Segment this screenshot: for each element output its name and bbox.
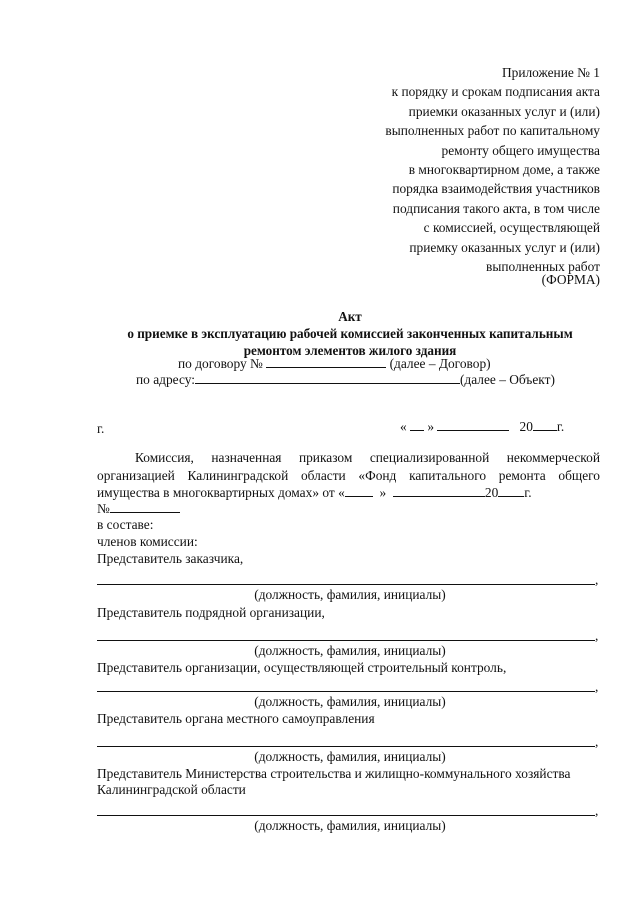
representative-customer-label: Представитель заказчика, [97, 551, 244, 566]
commission-paragraph [97, 449, 600, 502]
address-suffix: (далее – Объект) [459, 372, 555, 387]
representative-ministry-label-2: Калининградской области [97, 782, 246, 797]
annex-line: приемку оказанных услуг и (или) [409, 239, 600, 255]
order-year-prefix: 20 [484, 485, 499, 500]
signature-line[interactable] [97, 639, 595, 641]
title-line-3: ремонтом элементов жилого здания [243, 343, 457, 358]
annex-header [385, 63, 600, 276]
signature-caption: (должность, фамилия, инициалы) [254, 749, 446, 764]
quote-close: » [427, 419, 435, 434]
members-label: членов комиссии: [97, 534, 198, 549]
address-line [136, 372, 555, 388]
comma: , [595, 572, 599, 587]
signature-caption: (должность, фамилия, инициалы) [254, 643, 446, 658]
order-quote-close: » [379, 485, 387, 500]
address-field[interactable] [195, 372, 460, 384]
annex-line: ремонту общего имущества [441, 142, 600, 158]
annex-line: в многоквартирном доме, а также [408, 162, 600, 178]
signature-line[interactable] [97, 745, 595, 747]
annex-line: Приложение № 1 [501, 65, 600, 80]
contract-suffix: (далее – Договор) [389, 356, 491, 371]
comma: , [595, 679, 599, 694]
year-prefix: 20 [519, 419, 533, 434]
title-line-2: о приемке в эксплуатацию рабочей комиссией законченных капитальным [127, 326, 573, 341]
order-day-field[interactable] [345, 485, 373, 497]
month-field[interactable] [437, 419, 509, 431]
composition-label: в составе: [97, 517, 154, 532]
annex-line: подписания такого акта, в том числе [392, 200, 600, 216]
comma: , [595, 628, 599, 643]
signature-line[interactable] [97, 583, 595, 585]
commission-text: Комиссия, назначенная приказом специализированной некоммерческой организацией Калининградской области «Фонд капитального ремонта общего имущества в многоквартирных домах» от « [97, 450, 600, 500]
annex-line: выполненных работ [486, 259, 600, 275]
representative-ministry-label: Представитель Министерства строительства и жилищно-коммунального хозяйства [97, 766, 571, 781]
signature-caption: (должность, фамилия, инициалы) [254, 818, 446, 833]
annex-line: к порядку и срокам подписания акта [391, 84, 600, 100]
day-field[interactable] [410, 419, 424, 431]
representative-contractor-label: Представитель подрядной организации, [97, 605, 325, 620]
order-year-field[interactable] [498, 485, 524, 497]
contract-number-field[interactable] [266, 356, 386, 368]
signature-line[interactable] [97, 690, 595, 692]
signature-caption: (должность, фамилия, инициалы) [254, 587, 446, 602]
form-label: (ФОРМА) [541, 272, 600, 287]
contract-line [178, 356, 491, 372]
city-label: г. [97, 421, 105, 436]
representative-control-label: Представитель организации, осуществляющей строительный контроль, [97, 660, 507, 675]
title-line-1: Акт [338, 309, 362, 324]
contract-prefix: по договору № [178, 356, 263, 371]
order-number-field[interactable] [110, 501, 180, 513]
annex-line: приемки оказанных услуг и (или) [408, 103, 600, 119]
annex-line: выполненных работ по капитальному [385, 123, 600, 139]
annex-line: порядка взаимодействия участников [392, 181, 600, 197]
comma: , [595, 803, 599, 818]
order-month-field[interactable] [393, 485, 485, 497]
signature-line[interactable] [97, 814, 595, 816]
order-year-suffix: г. [524, 485, 532, 500]
quote-open: « [400, 419, 407, 434]
annex-line: с комиссией, осуществляющей [423, 220, 600, 236]
year-suffix: г. [556, 419, 565, 434]
address-prefix: по адресу: [136, 372, 195, 387]
number-label: № [97, 501, 110, 516]
order-number-line [97, 501, 180, 517]
representative-municipal-label: Представитель органа местного самоуправления [97, 711, 375, 726]
year-field[interactable] [533, 419, 557, 431]
comma: , [595, 734, 599, 749]
signature-caption: (должность, фамилия, инициалы) [254, 694, 446, 709]
act-date [400, 419, 564, 435]
